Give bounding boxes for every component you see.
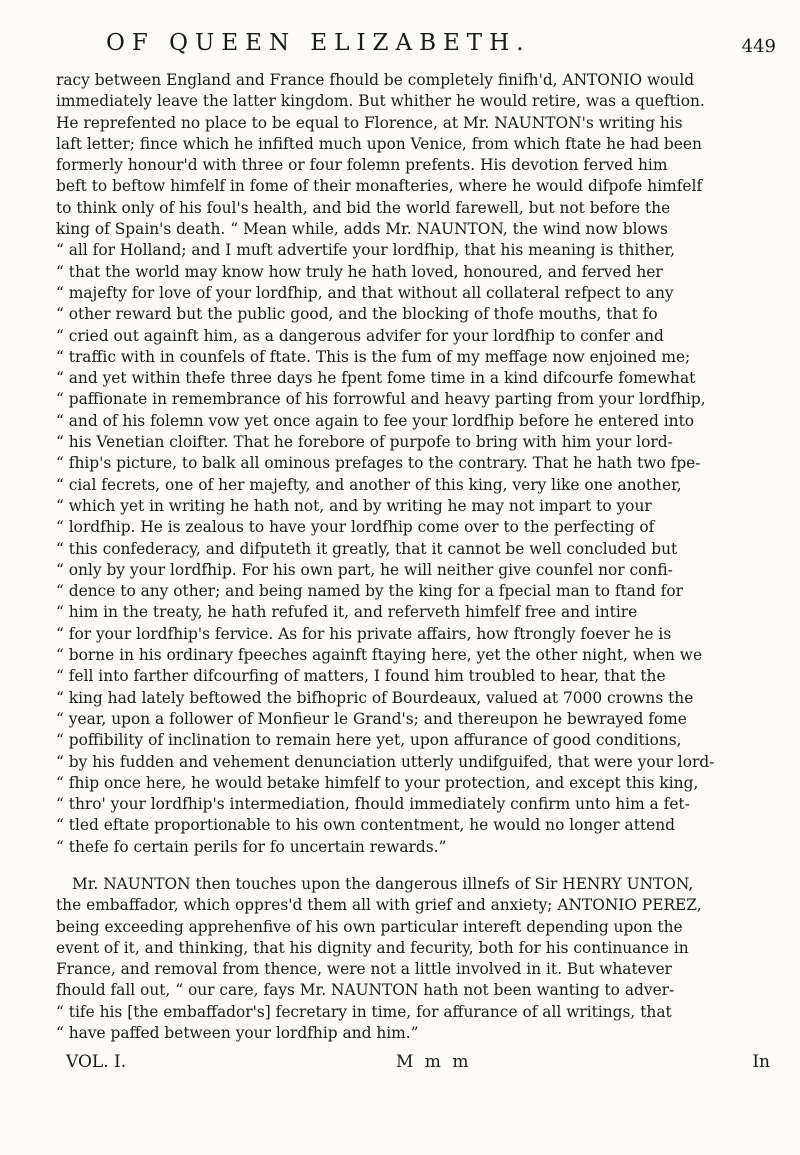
text-line: formerly honour'd with three or four folemn prefents. His devotion ferved him [56,156,668,175]
text-line: “ traffic with in counfels of ftate. This is the fum of my meffage now enjoined me; [56,347,691,366]
page-number: 449 [741,36,776,57]
text-line: being exceeding apprehenfive of his own particular intereft depending upon the [56,917,683,936]
text-line: “ cial fecrets, one of her majefty, and another of this king, very like one another, [56,475,682,494]
text-line: “ fell into farther difcourfing of matters, I found him troubled to hear, that the [56,667,666,686]
text-line: “ his Venetian cloifter. That he forebore of purpofe to bring with him your lord- [56,433,673,452]
text-line: immediately leave the latter kingdom. But whither he would retire, was a queftion. [56,92,705,111]
page [56,30,776,1078]
volume-label: VOL. I. [66,1052,127,1073]
text-line: “ thefe fo certain perils for fo uncertain rewards.” [56,837,447,856]
text-line: “ and of his folemn vow yet once again to fee your lordfhip before he entered into [56,411,695,430]
text-line: “ for your lordfhip's fervice. As for his private affairs, how ftrongly foever he is [56,624,672,643]
text-line: “ dence to any other; and being named by the king for a fpecial man to ftand for [56,582,683,601]
text-line: “ year, upon a follower of Monfieur le Grand's; and thereupon he bewrayed fome [56,709,687,728]
text-line: “ borne in his ordinary fpeeches againft ftaying here, yet the other night, when we [56,646,703,665]
text-line: “ cried out againft him, as a dangerous advifer for your lordfhip to confer and [56,326,664,345]
text-line: king of Spain's death. “ Mean while, adds Mr. NAUNTON, the wind now blows [56,220,668,239]
page-footer [56,1052,776,1078]
text-line: racy between England and France fhould be completely finifh'd, ANTONIO would [56,71,695,89]
catchword: In [752,1052,770,1073]
text-line: “ by his fudden and vehement denunciation utterly undifguifed, that were your lord- [56,752,715,771]
text-line: “ tife his [the embaffador's] fecretary in time, for affurance of all writings, that [56,1002,672,1021]
text-line: “ poffibility of inclination to remain here yet, upon affurance of good conditions, [56,731,682,750]
text-line: He reprefented no place to be equal to Florence, at Mr. NAUNTON's writing his [56,113,683,132]
text-line: “ and yet within thefe three days he fpent fome time in a kind difcourfe fomewhat [56,369,696,388]
text-line: “ all for Holland; and I muft advertife your lordfhip, that his meaning is thither, [56,241,676,260]
text-line: Mr. NAUNTON then touches upon the dangerous illnefs of Sir HENRY UNTON, [72,874,694,893]
text-line: the embaffador, which oppres'd them all with grief and anxiety; ANTONIO PEREZ, [56,896,702,915]
text-line: “ fhip's picture, to balk all ominous prefages to the contrary. That he hath two fpe- [56,454,701,473]
text-line: laft letter; fince which he infifted much upon Venice, from which ftate he had been [56,134,702,153]
text-line: beft to beftow himfelf in fome of their monafteries, where he would difpofe himfelf [56,177,703,196]
text-line: “ king had lately beftowed the bifhopric of Bourdeaux, valued at 7000 crowns the [56,688,694,707]
text-line: “ fhip once here, he would betake himfelf to your protection, and except this king, [56,773,699,792]
paragraph-2 [56,874,776,1044]
text-line: “ paffionate in remembrance of his forrowful and heavy parting from your lordfhip, [56,390,706,409]
text-line: fhould fall out, “ our care, fays Mr. NAUNTON hath not been wanting to adver- [56,981,675,1000]
text-line: “ majefty for love of your lordfhip, and that without all collateral refpect to any [56,283,674,302]
page-header [56,30,776,70]
text-line: “ that the world may know how truly he hath loved, honoured, and ferved her [56,262,663,281]
text-line: “ this confederacy, and difputeth it greatly, that it cannot be well concluded but [56,539,678,558]
text-line: “ only by your lordfhip. For his own part, he will neither give counfel nor confi- [56,560,673,579]
text-line: “ lordfhip. He is zealous to have your lordfhip come over to the perfecting of [56,518,655,537]
text-line: event of it, and thinking, that his dignity and fecurity, both for his continuance in [56,938,689,957]
text-line: “ tled eftate proportionable to his own contentment, he would no longer attend [56,816,675,835]
signature-mark: M m m [396,1052,472,1073]
text-line: France, and removal from thence, were not a little involved in it. But whatever [56,960,672,979]
text-line: to think only of his foul's health, and bid the world farewell, but not before the [56,198,671,217]
text-line: “ thro' your lordfhip's intermediation, fhould immediately confirm unto him a fet- [56,795,690,814]
running-head: OF QUEEN ELIZABETH. [106,30,531,56]
paragraph-1 [56,70,776,858]
text-line: “ him in the treaty, he hath refufed it, and referveth himfelf free and intire [56,603,638,622]
text-line: “ have paffed between your lordfhip and him.” [56,1024,419,1043]
text-line: “ which yet in writing he hath not, and by writing he may not impart to your [56,496,652,515]
text-line: “ other reward but the public good, and the blocking of thofe mouths, that fo [56,305,658,324]
